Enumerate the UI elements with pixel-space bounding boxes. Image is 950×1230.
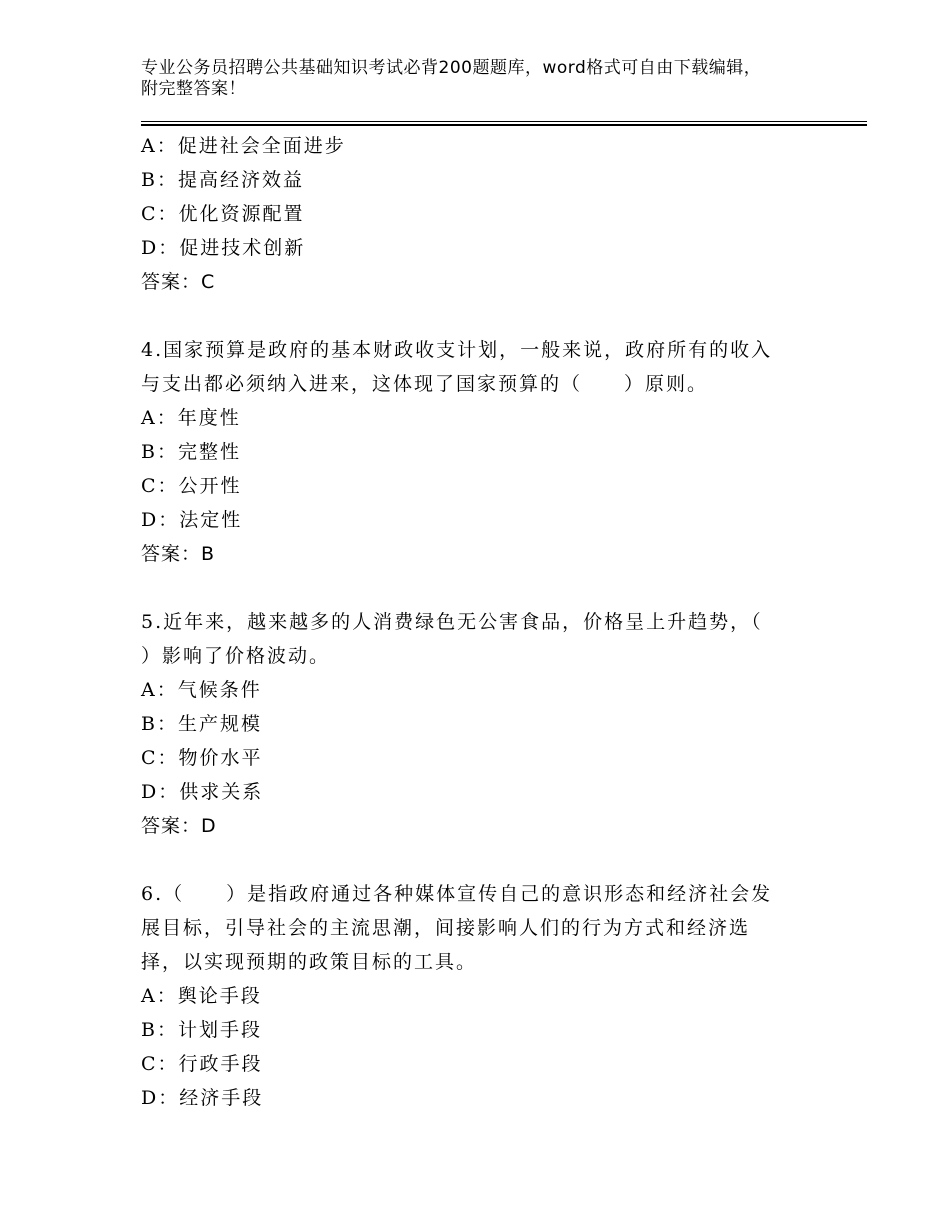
header-line-1: 专业公务员招聘公共基础知识考试必背200题题库，word格式可自由下载编辑， [141, 58, 762, 78]
header-rule-thin [141, 121, 867, 122]
answer-label: 答案：B [141, 543, 216, 565]
option-b: B：提高经济效益 [141, 169, 304, 191]
option-a: A：促进社会全面进步 [141, 135, 346, 157]
spacer [141, 299, 801, 333]
option-d: D：法定性 [141, 509, 243, 531]
option-c: C：公开性 [141, 475, 242, 497]
option-a: A：年度性 [141, 407, 241, 429]
header-rule-thick [141, 124, 867, 126]
question-stem: 4.国家预算是政府的基本财政收支计划，一般来说，政府所有的收入 [141, 339, 773, 361]
option-d: D：供求关系 [141, 781, 264, 803]
spacer [141, 571, 801, 605]
option-c: C：物价水平 [141, 747, 263, 769]
option-a: A：舆论手段 [141, 985, 262, 1007]
question-stem: ）影响了价格波动。 [141, 645, 331, 667]
question-stem: 5.近年来，越来越多的人消费绿色无公害食品，价格呈上升趋势，（ [141, 611, 763, 633]
option-b: B：计划手段 [141, 1019, 262, 1041]
question-4 [141, 333, 801, 571]
question-stem: 展目标，引导社会的主流思潮，间接影响人们的行为方式和经济选 [141, 917, 751, 939]
option-c: C：优化资源配置 [141, 203, 305, 225]
question-3 [141, 129, 801, 299]
question-stem: 6.（ ）是指政府通过各种媒体宣传自己的意识形态和经济社会发 [141, 883, 773, 905]
document-header [141, 58, 841, 100]
header-line-2: 附完整答案！ [141, 79, 246, 99]
answer-label: 答案：D [141, 815, 217, 837]
question-stem: 择，以实现预期的政策目标的工具。 [141, 951, 478, 973]
question-5 [141, 605, 801, 843]
option-b: B：生产规模 [141, 713, 262, 735]
spacer [141, 843, 801, 877]
option-d: D：经济手段 [141, 1087, 264, 1109]
question-stem: 与支出都必须纳入进来，这体现了国家预算的（ ）原则。 [141, 373, 709, 395]
option-a: A：气候条件 [141, 679, 262, 701]
option-b: B：完整性 [141, 441, 241, 463]
answer-label: 答案：C [141, 271, 216, 293]
option-d: D：促进技术创新 [141, 237, 306, 259]
question-6 [141, 877, 801, 1115]
option-c: C：行政手段 [141, 1053, 263, 1075]
question-list [141, 129, 801, 1115]
